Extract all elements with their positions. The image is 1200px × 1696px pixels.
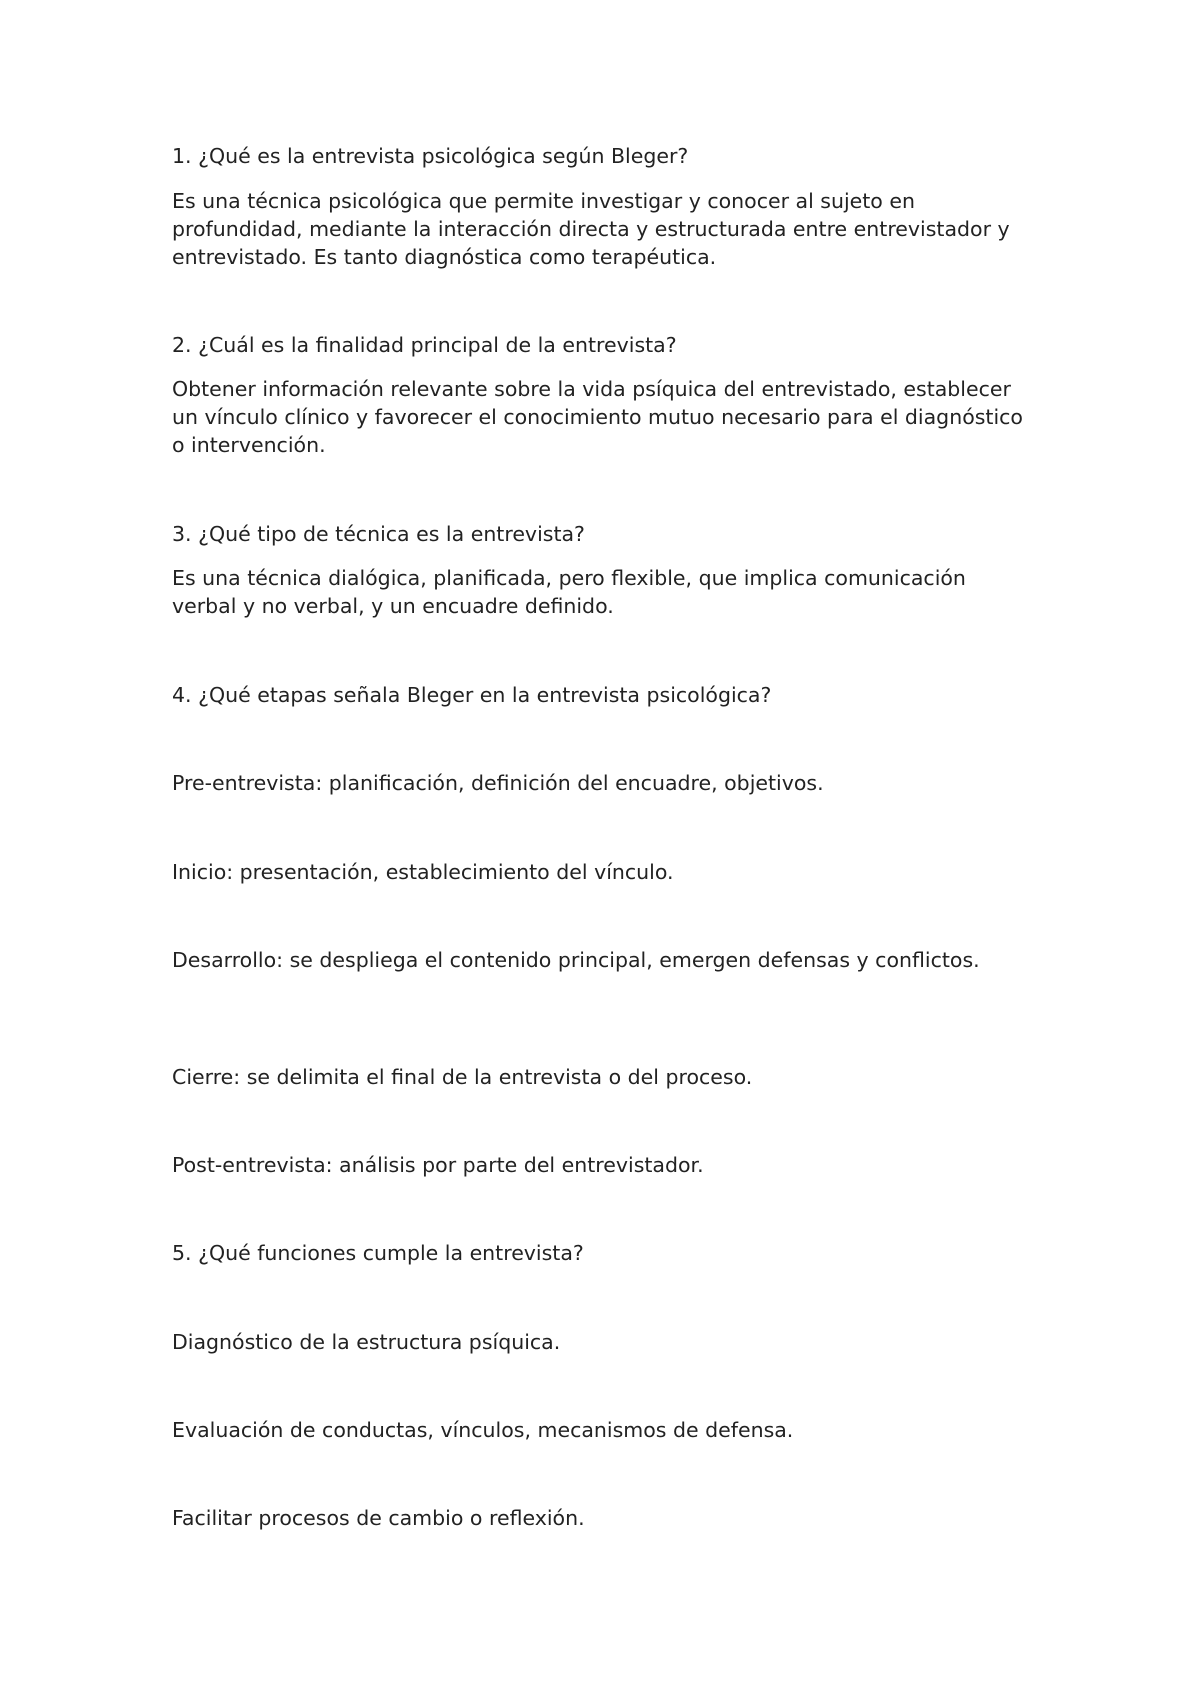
- question-5: 5. ¿Qué funciones cumple la entrevista?: [172, 1241, 584, 1265]
- function-item: Facilitar procesos de cambio o reflexión.: [172, 1506, 585, 1530]
- answer-1: Es una técnica psicológica que permite investigar y conocer al sujeto en profundidad, mediante la interacción directa y estructurada entre entrevistador y entrevistado. Es tanto diagnóstica como terapéutica.: [172, 189, 1017, 269]
- stage-item: Desarrollo: se despliega el contenido principal, emergen defensas y conflictos.: [172, 948, 980, 972]
- question-3: 3. ¿Qué tipo de técnica es la entrevista?: [172, 522, 585, 546]
- function-item: Diagnóstico de la estructura psíquica.: [172, 1330, 561, 1354]
- stage-item: Post-entrevista: análisis por parte del entrevistador.: [172, 1153, 704, 1177]
- question-4: 4. ¿Qué etapas señala Bleger en la entrevista psicológica?: [172, 683, 772, 707]
- question-2: 2. ¿Cuál es la finalidad principal de la entrevista?: [172, 333, 677, 357]
- question-1: 1. ¿Qué es la entrevista psicológica según Bleger?: [172, 144, 689, 168]
- answer-3: Es una técnica dialógica, planificada, pero flexible, que implica comunicación verbal y no verbal, y un encuadre definido.: [172, 566, 973, 618]
- function-item: Evaluación de conductas, vínculos, mecanismos de defensa.: [172, 1418, 794, 1442]
- stage-item: Cierre: se delimita el final de la entrevista o del proceso.: [172, 1065, 753, 1089]
- answer-2: Obtener información relevante sobre la vida psíquica del entrevistado, establecer un vínculo clínico y favorecer el conocimiento mutuo necesario para el diagnóstico o intervención.: [172, 377, 1030, 457]
- stage-item: Pre-entrevista: planificación, definición del encuadre, objetivos.: [172, 771, 824, 795]
- stage-item: Inicio: presentación, establecimiento del vínculo.: [172, 860, 674, 884]
